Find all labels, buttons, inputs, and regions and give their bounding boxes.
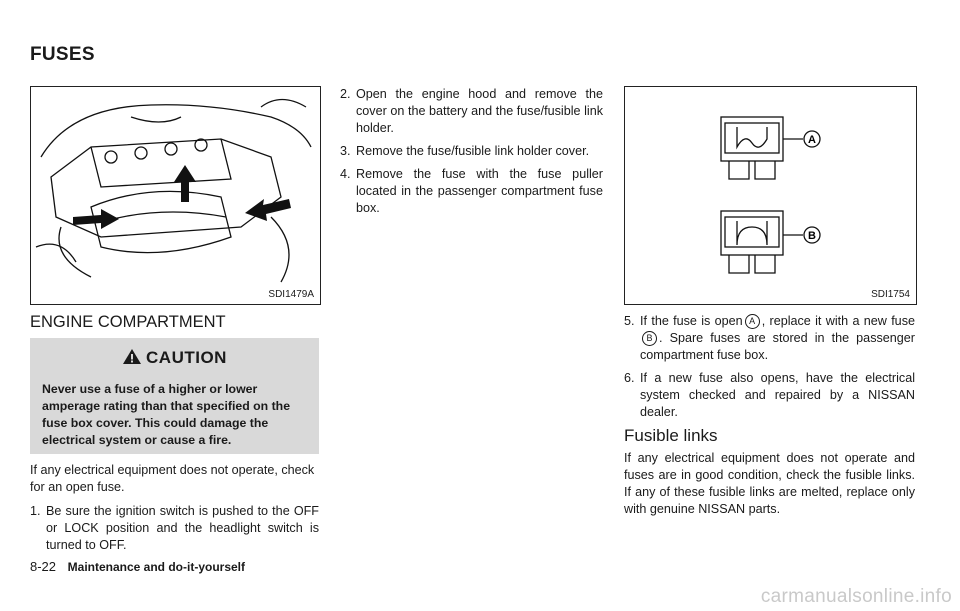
figure-caption: SDI1754 <box>871 289 910 300</box>
step-number: 2. <box>340 87 351 101</box>
step-number: 3. <box>340 144 351 158</box>
fuse-label-b: B <box>808 230 816 242</box>
step5-part3: . Spare fuses are stored in the passenger compartment fuse box. <box>640 331 915 362</box>
step-item <box>340 86 603 137</box>
chapter-title: Maintenance and do-it-yourself <box>67 560 246 574</box>
left-column-text <box>30 462 319 560</box>
step-number: 6. <box>624 371 635 385</box>
circled-b-marker: B <box>642 331 657 346</box>
step-text <box>640 313 915 364</box>
step-number: 1. <box>30 504 41 518</box>
intro-paragraph: If any electrical equipment does not operate, check for an open fuse. <box>30 463 315 494</box>
caution-box <box>30 338 319 454</box>
watermark: carmanualsonline.info <box>760 586 952 607</box>
step-number: 5. <box>624 314 635 328</box>
step-item <box>340 143 603 160</box>
fuse-label-a: A <box>808 134 816 146</box>
step-number: 4. <box>340 167 351 181</box>
caution-text: Never use a fuse of a higher or lower amperage rating than that specified on the fuse box cover. This could damage the electrical system or cause a fire. <box>42 382 291 447</box>
circled-a-marker: A <box>745 314 760 329</box>
page-footer <box>30 559 245 574</box>
step-item <box>30 503 319 554</box>
step-text: Remove the fuse/fusible link holder cover. <box>356 144 590 158</box>
right-column-text <box>624 313 915 525</box>
fuse-illustration <box>625 87 916 287</box>
fusible-links-text: If any electrical equipment does not operate and fuses are in good condition, check the fusible links. If any of these fusible links are melted, replace only with genuine NISSAN parts. <box>624 451 915 516</box>
step-text: If a new fuse also opens, have the electrical system checked and repaired by a NISSAN dealer. <box>640 371 915 419</box>
figure-caption: SDI1479A <box>268 289 314 300</box>
step-item <box>340 166 603 217</box>
engine-illustration <box>31 87 320 287</box>
step-text: Open the engine hood and remove the cover on the battery and the fuse/fusible link holder. <box>356 87 603 135</box>
caution-title: CAUTION <box>146 348 227 367</box>
step-text: Remove the fuse with the fuse puller located in the passenger compartment fuse box. <box>356 167 603 215</box>
section-title: FUSES <box>30 44 95 65</box>
engine-figure <box>30 86 321 305</box>
step-text: Be sure the ignition switch is pushed to the OFF or LOCK position and the headlight switch is turned to OFF. <box>46 504 319 552</box>
step5-part1: If the fuse is open <box>640 314 743 328</box>
step-item <box>624 370 915 421</box>
warning-icon <box>122 348 142 365</box>
middle-column-text <box>340 86 603 223</box>
fuse-figure <box>624 86 917 305</box>
fusible-links-heading: Fusible links <box>624 426 718 445</box>
step-item <box>624 313 915 364</box>
caution-header <box>30 348 319 368</box>
engine-heading: ENGINE COMPARTMENT <box>30 313 226 331</box>
page-number: 8-22 <box>30 559 57 574</box>
step5-part2: , replace it with a new fuse <box>761 314 915 328</box>
